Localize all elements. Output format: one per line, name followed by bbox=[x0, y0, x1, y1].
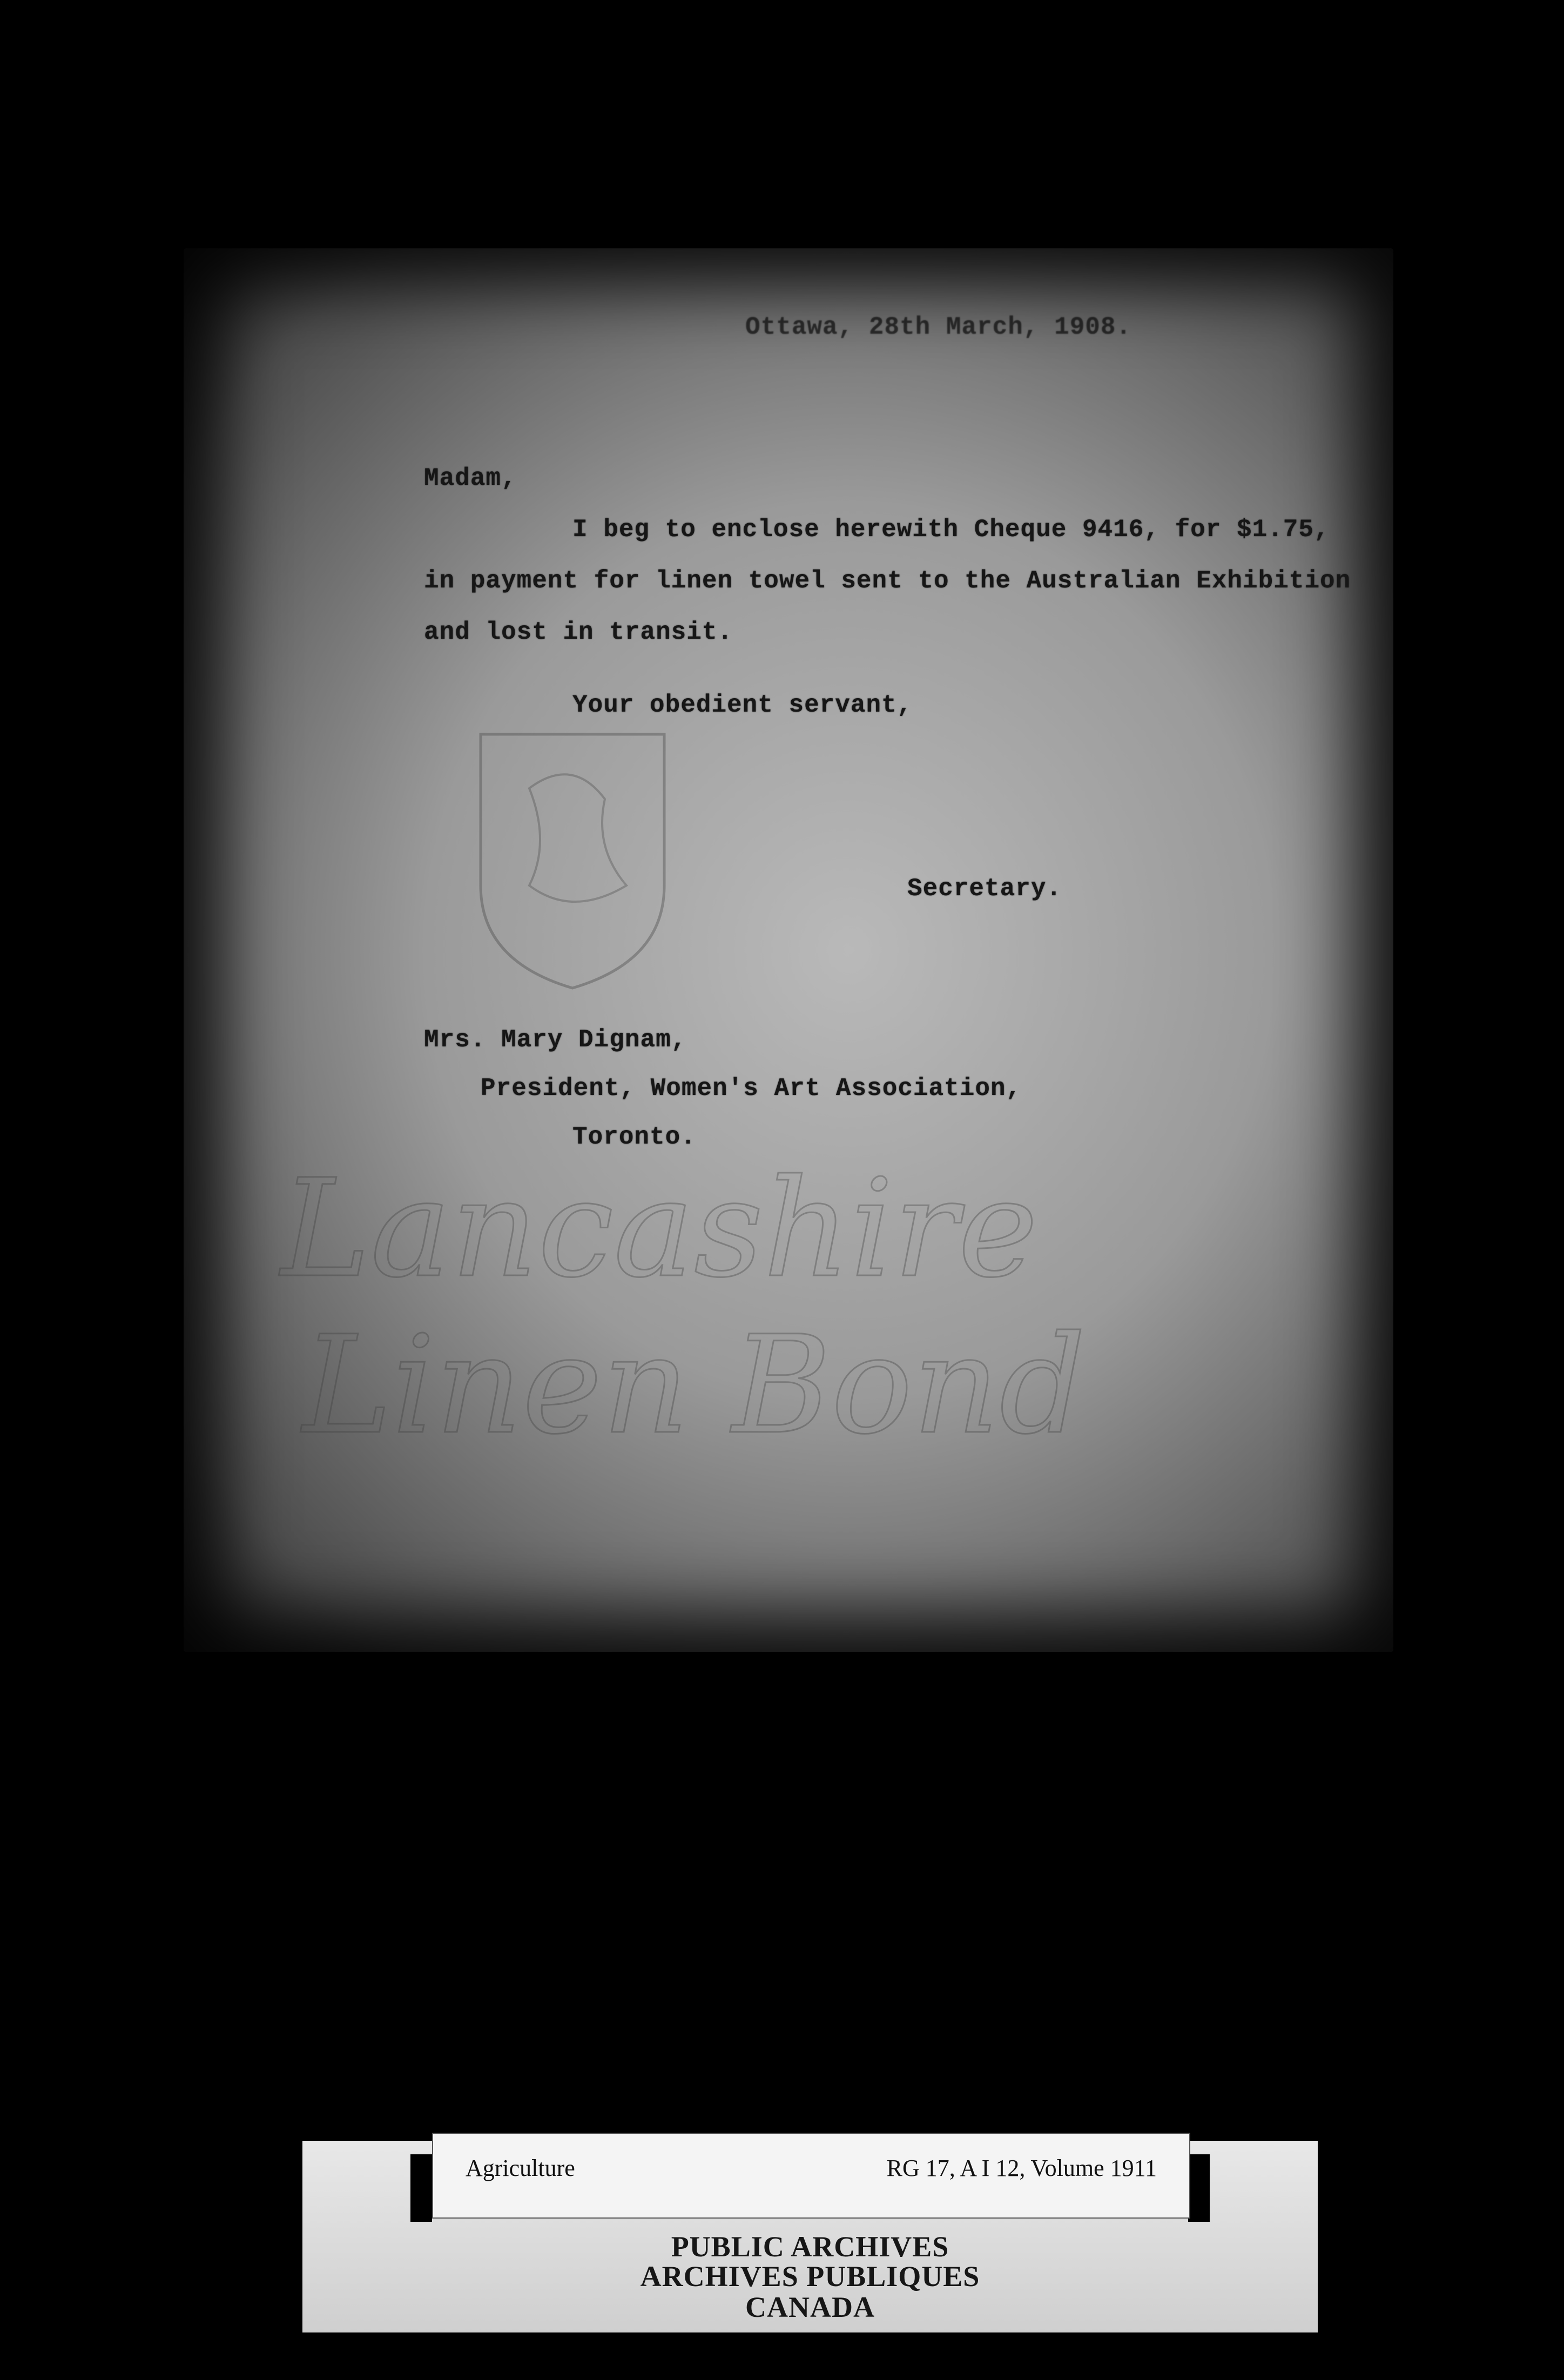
stamp-line-3: CANADA bbox=[745, 2291, 875, 2323]
addressee-line-3: Toronto. bbox=[572, 1123, 696, 1151]
addressee-line-2: President, Women's Art Association, bbox=[481, 1074, 1022, 1103]
signature-title: Secretary. bbox=[907, 875, 1062, 903]
watermark-line-2: Linen Bond bbox=[302, 1307, 1086, 1464]
body-line-3: and lost in transit. bbox=[424, 618, 733, 646]
stamp-line-2: ARCHIVES PUBLIQUES bbox=[640, 2260, 980, 2293]
watermark-crest-icon bbox=[470, 724, 675, 993]
stamp-line-1: PUBLIC ARCHIVES bbox=[671, 2230, 949, 2263]
addressee-line-1: Mrs. Mary Dignam, bbox=[424, 1026, 687, 1054]
closing: Your obedient servant, bbox=[572, 691, 913, 719]
body-line-2: in payment for linen towel sent to the Australian Exhibition bbox=[424, 567, 1351, 595]
archive-label-card bbox=[432, 2133, 1190, 2219]
watermark-line-1: Lancashire bbox=[281, 1150, 1038, 1307]
label-department: Agriculture bbox=[466, 2155, 575, 2181]
salutation: Madam, bbox=[424, 464, 517, 492]
dateline: Ottawa, 28th March, 1908. bbox=[745, 313, 1132, 341]
body-line-1: I beg to enclose herewith Cheque 9416, for $1.75, bbox=[572, 516, 1330, 544]
label-reference: RG 17, A I 12, Volume 1911 bbox=[886, 2155, 1157, 2181]
plate-bracket-left bbox=[410, 2154, 432, 2222]
plate-bracket-right bbox=[1188, 2154, 1210, 2222]
